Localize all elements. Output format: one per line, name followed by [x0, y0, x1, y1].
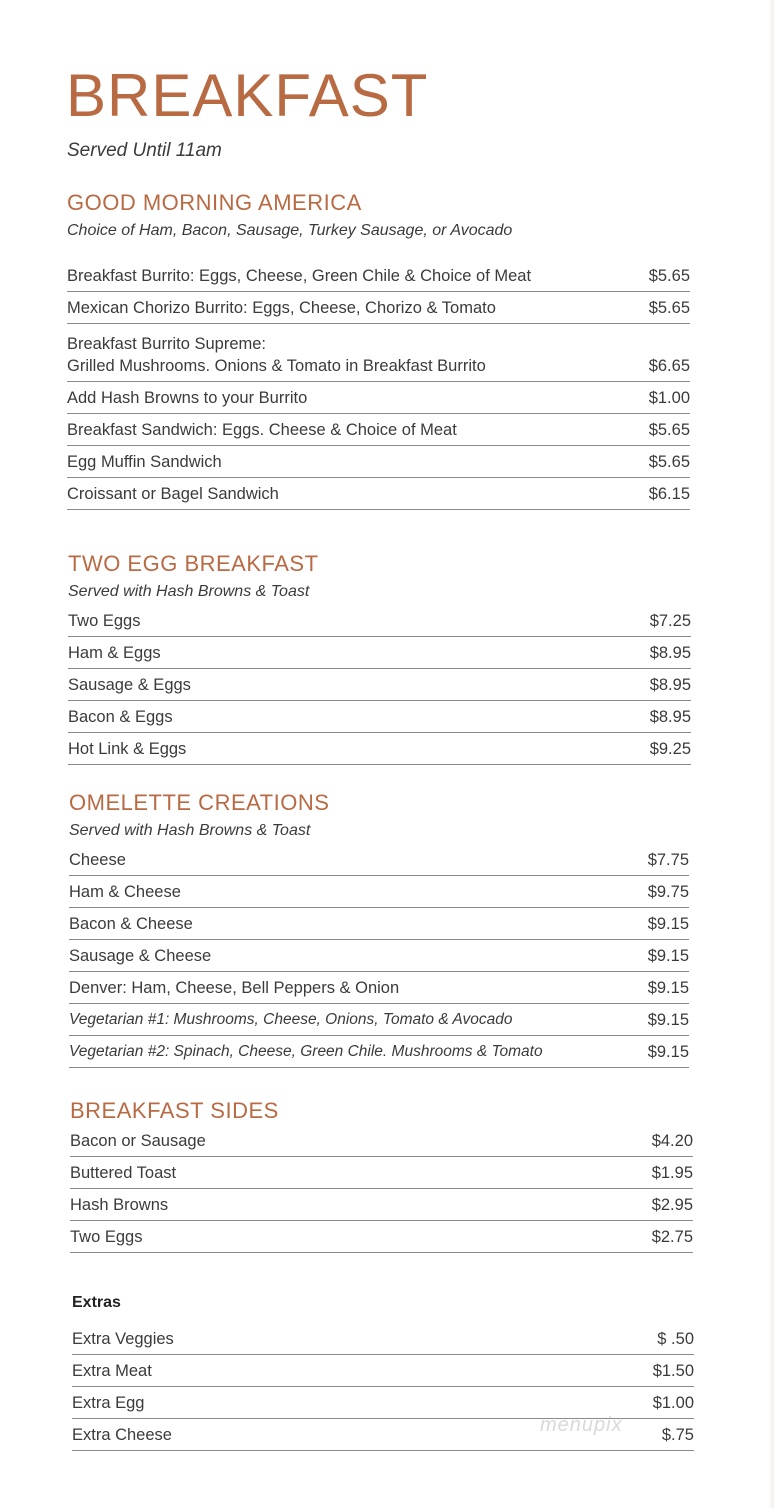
section-note: Choice of Ham, Bacon, Sausage, Turkey Sausage, or Avocado — [67, 222, 513, 239]
section-heading: BREAKFAST SIDES — [70, 1098, 279, 1123]
section-heading: OMELETTE CREATIONS — [69, 790, 330, 815]
item-price: $8.95 — [649, 644, 691, 662]
item-name: Add Hash Browns to your Burrito — [67, 389, 308, 407]
item-name: Bacon & Cheese — [69, 915, 193, 933]
item-name: Bacon & Eggs — [68, 708, 173, 726]
item-price: $7.25 — [649, 612, 691, 630]
menu-item — [69, 1036, 689, 1068]
item-price: $5.65 — [648, 453, 690, 471]
item-price: $9.15 — [647, 915, 689, 933]
menu-item — [67, 414, 690, 446]
item-name: Egg Muffin Sandwich — [67, 453, 222, 471]
menu-item — [68, 701, 691, 733]
item-price: $6.15 — [648, 485, 690, 503]
item-price: $2.75 — [651, 1228, 693, 1246]
section-heading: TWO EGG BREAKFAST — [68, 551, 319, 576]
item-name: Croissant or Bagel Sandwich — [67, 485, 279, 503]
menu-item — [67, 324, 690, 382]
menu-item — [69, 972, 689, 1004]
item-price: $9.15 — [647, 947, 689, 965]
menu-item — [69, 908, 689, 940]
item-name: Ham & Cheese — [69, 883, 181, 901]
item-price: $1.00 — [652, 1394, 694, 1412]
item-name: Denver: Ham, Cheese, Bell Peppers & Onion — [69, 979, 400, 997]
item-name: Vegetarian #2: Spinach, Cheese, Green Chile. Mushrooms & Tomato — [69, 1043, 543, 1060]
item-name: Sausage & Eggs — [68, 676, 191, 694]
item-price: $.75 — [661, 1426, 694, 1444]
item-name: Two Eggs — [70, 1228, 143, 1246]
section-note: Served with Hash Browns & Toast — [68, 583, 310, 600]
menu-item — [68, 605, 691, 637]
menu-item — [67, 478, 690, 510]
item-name: Breakfast Burrito: Eggs, Cheese, Green Chile & Choice of Meat — [67, 267, 532, 285]
item-name: Buttered Toast — [70, 1164, 177, 1182]
item-price: $7.75 — [647, 851, 689, 869]
item-name: Cheese — [69, 851, 126, 869]
watermark: menupix — [540, 1414, 623, 1436]
section-heading: GOOD MORNING AMERICA — [67, 190, 362, 215]
section-heading: Extras — [72, 1294, 121, 1311]
item-price: $5.65 — [648, 299, 690, 317]
menu-item — [68, 733, 691, 765]
item-price: $4.20 — [651, 1132, 693, 1150]
menu-item — [69, 940, 689, 972]
item-name: Extra Veggies — [72, 1330, 174, 1348]
item-price: $9.75 — [647, 883, 689, 901]
menu-item — [67, 260, 690, 292]
section-two-egg-breakfast — [0, 553, 774, 765]
item-name: Hash Browns — [70, 1196, 169, 1214]
section-breakfast-sides — [0, 1100, 774, 1253]
menu-item — [69, 1004, 689, 1036]
menu-item — [68, 637, 691, 669]
item-price: $9.15 — [647, 1043, 689, 1061]
item-name: Extra Egg — [72, 1394, 145, 1412]
section-omelette-creations — [0, 792, 774, 1068]
item-name: Two Eggs — [68, 612, 141, 630]
menu-item — [72, 1355, 694, 1387]
menu-item — [67, 446, 690, 478]
menu-item — [72, 1323, 694, 1355]
menu-item — [70, 1157, 693, 1189]
item-price: $6.65 — [648, 357, 690, 375]
item-price: $1.50 — [652, 1362, 694, 1380]
item-name: Vegetarian #1: Mushrooms, Cheese, Onions, Tomato & Avocado — [69, 1011, 513, 1028]
item-price: $1.95 — [651, 1164, 693, 1182]
item-name: Breakfast Burrito Supreme: Grilled Mushrooms. Onions & Tomato in Breakfast Burrito — [67, 335, 486, 375]
section-note: Served with Hash Browns & Toast — [69, 822, 311, 839]
item-price: $5.65 — [648, 421, 690, 439]
item-price: $9.25 — [649, 740, 691, 758]
item-name: Mexican Chorizo Burrito: Eggs, Cheese, Chorizo & Tomato — [67, 299, 496, 317]
item-price: $ .50 — [657, 1330, 694, 1348]
item-name: Hot Link & Eggs — [68, 740, 187, 758]
page-subtitle: Served Until 11am — [67, 140, 222, 161]
menu-item — [67, 382, 690, 414]
item-name: Sausage & Cheese — [69, 947, 212, 965]
item-name: Breakfast Sandwich: Eggs. Cheese & Choice of Meat — [67, 421, 457, 439]
item-price: $9.15 — [647, 1011, 689, 1029]
item-price: $9.15 — [647, 979, 689, 997]
item-name: Extra Cheese — [72, 1426, 172, 1444]
menu-item — [70, 1189, 693, 1221]
page-title: BREAKFAST — [66, 62, 429, 129]
item-name: Ham & Eggs — [68, 644, 161, 662]
item-name: Bacon or Sausage — [70, 1132, 206, 1150]
section-extras — [0, 1294, 774, 1451]
item-price: $5.65 — [648, 267, 690, 285]
item-name: Extra Meat — [72, 1362, 152, 1380]
section-good-morning-america — [0, 192, 774, 510]
item-price: $8.95 — [649, 676, 691, 694]
menu-item — [67, 292, 690, 324]
menu-item — [70, 1221, 693, 1253]
menu-item — [70, 1125, 693, 1157]
menu-item — [69, 876, 689, 908]
menu-item — [69, 844, 689, 876]
item-price: $1.00 — [648, 389, 690, 407]
item-price: $2.95 — [651, 1196, 693, 1214]
item-price: $8.95 — [649, 708, 691, 726]
menu-item — [68, 669, 691, 701]
